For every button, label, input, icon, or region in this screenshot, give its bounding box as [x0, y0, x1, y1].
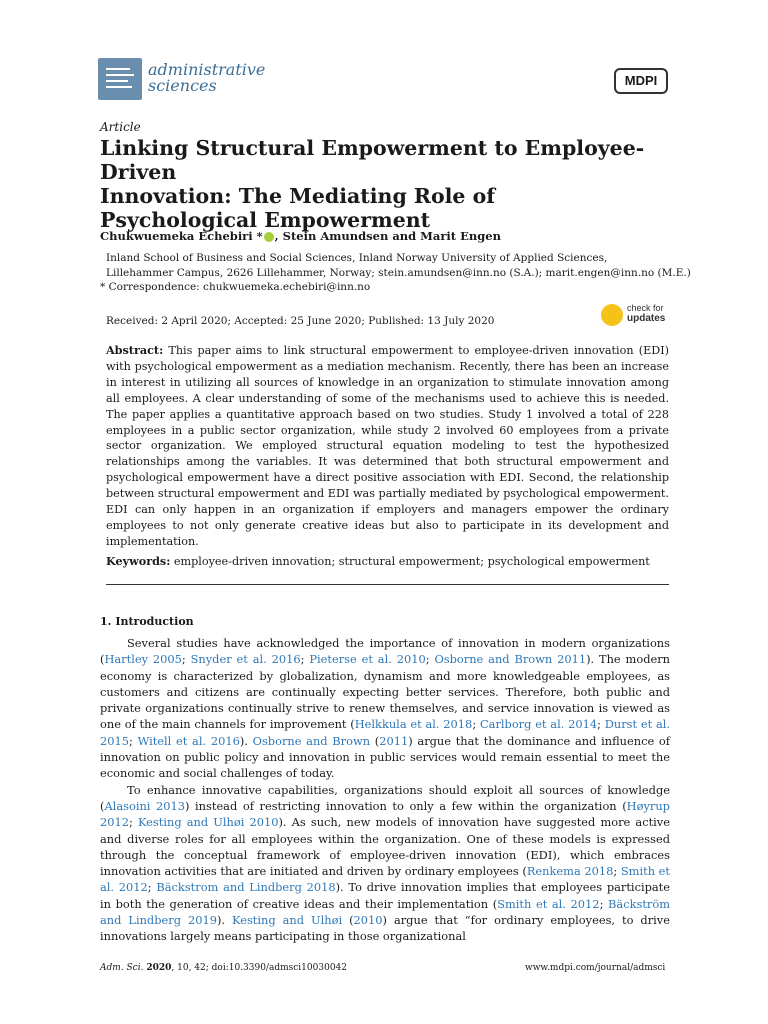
- author-names: , Stein Amundsen and Marit Engen: [274, 229, 501, 243]
- author-list: [100, 229, 501, 243]
- citation-link[interactable]: Smith et al. 2012: [497, 896, 600, 911]
- citation-link[interactable]: Osborne and Brown 2011: [434, 652, 587, 667]
- paragraph-text: ).: [216, 913, 233, 928]
- citation-link[interactable]: Pieterse et al. 2010: [309, 652, 426, 667]
- footer-url[interactable]: www.mdpi.com/journal/admsci: [525, 963, 666, 973]
- paragraph-text: (: [370, 733, 380, 748]
- citation-link[interactable]: Kesting and Ulhøi: [232, 913, 343, 928]
- paragraph-text: ). The modern economy is characterized by globalization, dynamism and more knowledgeable employees, as customers and citizens are continually expecting better services. Therefore, both public and private organizations continually strive to renew themselves, and service innovation is viewed as one of the main channels for improvement (: [100, 652, 671, 732]
- citation-link[interactable]: Hartley 2005: [104, 652, 182, 667]
- paragraph-text: ).: [239, 733, 253, 748]
- footer-citation: [100, 963, 347, 973]
- paragraph-text: ;: [300, 652, 310, 667]
- paragraph-text: ;: [425, 652, 435, 667]
- article-type: Article: [100, 120, 141, 134]
- title-line: Linking Structural Empowerment to Employee-Driven: [100, 136, 645, 184]
- citation-link[interactable]: 2010: [353, 913, 383, 928]
- check-label: check for: [627, 303, 664, 313]
- orcid-icon[interactable]: [264, 232, 274, 242]
- publisher-logo[interactable]: MDPI: [614, 68, 668, 94]
- section-heading: 1. Introduction: [100, 615, 194, 628]
- paragraph-text: ;: [613, 864, 621, 879]
- title-line: Psychological Empowerment: [100, 208, 431, 232]
- citation-link[interactable]: Bäckstrom and Lindberg 2018: [156, 880, 336, 895]
- paragraph-text: ;: [129, 733, 138, 748]
- keywords: [106, 554, 669, 568]
- paragraph-text: ). To drive innovation implies that employees participate in both the generation of creative ideas and their implementation (: [100, 880, 670, 911]
- paragraph-text: ;: [472, 717, 480, 732]
- journal-logo-icon: [98, 58, 142, 100]
- paragraph-text: To enhance innovative capabilities, organizations should exploit all sources of knowledge (: [100, 782, 670, 813]
- paragraph-text: ;: [147, 880, 157, 895]
- body-text: [100, 635, 670, 945]
- publication-dates: Received: 2 April 2020; Accepted: 25 June 2020; Published: 13 July 2020: [106, 315, 495, 327]
- author-name[interactable]: Chukwuemeka Echebiri *: [100, 229, 263, 243]
- citation-link[interactable]: Snyder et al. 2016: [190, 652, 301, 667]
- journal-name-line2: sciences: [148, 76, 217, 95]
- paragraph-text: ;: [599, 896, 609, 911]
- correspondence: * Correspondence: chukwuemeka.echebiri@inn.no: [100, 281, 371, 293]
- citation-link[interactable]: Witell et al. 2016: [137, 733, 240, 748]
- paragraph-text: ) argue that “for ordinary employees, to drive innovations largely means participating in those organizational: [100, 913, 670, 944]
- paragraph-text: ;: [129, 815, 138, 830]
- footer-journal: Adm. Sci.: [100, 963, 144, 973]
- affiliation: [106, 251, 706, 281]
- citation-link[interactable]: Osborne and Brown: [252, 733, 371, 748]
- affiliation-line: Inland School of Business and Social Sciences, Inland Norway University of Applied Sciences,: [106, 252, 608, 264]
- updates-label: updates: [627, 313, 666, 324]
- citation-link[interactable]: 2011: [379, 733, 409, 748]
- journal-name-line1: administrative: [148, 60, 266, 79]
- abstract-label: Abstract:: [106, 343, 164, 357]
- affiliation-line: Lillehammer Campus, 2626 Lillehammer, Norway; stein.amundsen@inn.no (S.A.); marit.engen@inn.no (M.E.): [106, 267, 691, 279]
- citation-link[interactable]: Høyrup 2012: [100, 798, 670, 830]
- paragraph-text: Several studies have acknowledged the importance of innovation in modern organizations (: [100, 636, 670, 667]
- citation-link[interactable]: Alasoini 2013: [104, 798, 186, 813]
- abstract: [106, 343, 669, 550]
- paragraph-text: ;: [597, 717, 605, 732]
- keywords-label: Keywords:: [106, 554, 171, 568]
- paragraph-text: ;: [181, 652, 191, 667]
- citation-link[interactable]: Durst et al. 2015: [100, 717, 670, 748]
- citation-link[interactable]: Kesting and Ulhøi 2010: [137, 815, 279, 830]
- check-icon: [601, 304, 623, 326]
- paragraph-text: (: [342, 913, 354, 928]
- divider: [106, 584, 669, 585]
- footer-year: 2020: [146, 963, 172, 973]
- paragraph-text: ) argue that the dominance and influence of innovation on public policy and innovation in public services would remain essential to meet the economic and social challenges of today.: [100, 733, 671, 781]
- citation-link[interactable]: Bäckström and Lindberg 2019: [100, 896, 671, 928]
- keywords-text: employee-driven innovation; structural empowerment; psychological empowerment: [173, 555, 650, 568]
- article-title: [100, 136, 700, 232]
- check-for-updates-badge[interactable]: [601, 302, 669, 330]
- paragraph-text: ) instead of restricting innovation to only a few within the organization (: [185, 798, 627, 813]
- citation-link[interactable]: Renkema 2018: [526, 864, 614, 879]
- citation-link[interactable]: Smith et al. 2012: [100, 864, 670, 895]
- paragraph-text: ). As such, new models of innovation have suggested more active and diverse roles for all employees within the organization. One of these models is expressed through the conceptual framework of employee-driven innovation (EDI), which embraces innovation activities that are initiated and driven by ordinary employees (: [100, 815, 670, 879]
- abstract-text: This paper aims to link structural empowerment to employee-driven innovation (EDI) with psychological empowerment as a mediation mechanism. Recently, there has been an increase in interest in utilizing all sources of knowledge in an organization to stimulate innovation among all employees. A clear understanding of some of the mechanisms used to achieve this is needed. The paper applies a quantitative approach based on two studies. Study 1 involved a total of 228 employees in a public sector organization, while study 2 involved 60 employees from a private sector organization. We employed structural equation modeling to test the hypothesized relationships among the variables. It was determined that both structural empowerment and psychological empowerment have a direct positive association with EDI. Second, the relationship between structural empowerment and EDI was partially mediated by psychological empowerment. EDI can only happen in an organization if employers and managers empower the ordinary employees to not only generate creative ideas but also to participate in its development and implementation.: [106, 344, 669, 548]
- title-line: Innovation: The Mediating Role of: [100, 184, 496, 208]
- paragraph: [100, 635, 670, 782]
- citation-link[interactable]: Carlborg et al. 2014: [479, 717, 598, 732]
- citation-link[interactable]: Helkkula et al. 2018: [354, 717, 473, 732]
- paragraph: [100, 782, 670, 945]
- footer-doi: , 10, 42; doi:10.3390/admsci10030042: [171, 963, 347, 973]
- journal-name[interactable]: [148, 62, 265, 94]
